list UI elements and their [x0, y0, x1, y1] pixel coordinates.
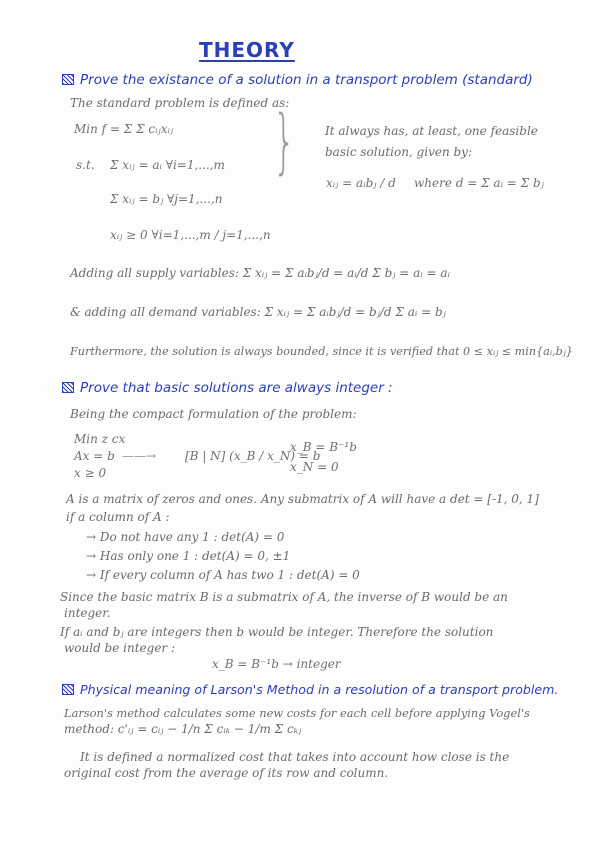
- heading-text: Prove that basic solutions are always integer :: [80, 380, 393, 396]
- case-1: → Do not have any 1 : det(A) = 0: [86, 530, 285, 544]
- supply-sum: Adding all supply variables: Σ xᵢⱼ = Σ aᵢbⱼ/d = aᵢ/d Σ bⱼ = aᵢ = aᵢ: [70, 266, 450, 280]
- larson-line-3: It is defined a normalized cost that takes into account how close is the: [80, 750, 510, 764]
- feasible-line-2: basic solution, given by:: [325, 145, 473, 159]
- compact-intro: Being the compact formulation of the problem:: [70, 407, 357, 421]
- block-form: [B | N] (x_B / x_N) = b: [185, 449, 321, 463]
- compact-nonneg: x ≥ 0: [74, 466, 107, 480]
- section-heading-integer: [62, 380, 393, 396]
- demand-sum: & adding all demand variables: Σ xᵢⱼ = Σ aᵢbⱼ/d = bⱼ/d Σ aᵢ = bⱼ: [70, 305, 446, 319]
- larson-line-1: Larson's method calculates some new costs for each cell before applying Vogel's: [64, 706, 530, 720]
- where-d: where d = Σ aᵢ = Σ bⱼ: [414, 176, 544, 190]
- case-2: → Has only one 1 : det(A) = 0, ±1: [86, 549, 291, 563]
- heading-text: Physical meaning of Larson's Method in a resolution of a transport problem.: [80, 682, 559, 697]
- compact-min: Min z cx: [74, 432, 126, 446]
- matrix-text: A is a matrix of zeros and ones. Any submatrix of A will have a det = [-1, 0, 1]: [66, 492, 539, 506]
- constraint-nonneg: xᵢⱼ ≥ 0 ∀i=1,...,m / j=1,...,n: [110, 228, 271, 242]
- st-label: s.t.: [76, 158, 95, 172]
- integer-result: x_B = B⁻¹b → integer: [212, 657, 341, 671]
- page-title: THEORY: [199, 38, 295, 62]
- column-text: if a column of A :: [66, 510, 170, 524]
- compact-ax: Ax = b: [74, 449, 115, 463]
- since-text: Since the basic matrix B is a submatrix of A, the inverse of B would be an: [60, 590, 508, 604]
- basic-vars: x_B = B⁻¹b: [290, 440, 357, 454]
- if-text: If aᵢ and bⱼ are integers then b would be integer. Therefore the solution: [60, 625, 494, 639]
- section-heading-existence: [62, 72, 533, 88]
- feasible-solution: xᵢⱼ = aᵢbⱼ / d: [326, 176, 396, 190]
- larson-formula: method: c'ᵢⱼ = cᵢⱼ − 1/n Σ cᵢₖ − 1/m Σ cₖⱼ: [64, 722, 302, 736]
- checkbox-icon: [62, 74, 74, 85]
- constraint-demand: Σ xᵢⱼ = bⱼ ∀j=1,...,n: [110, 192, 223, 206]
- nonbasic-vars: x_N = 0: [290, 460, 339, 474]
- feasible-line-1: It always has, at least, one feasible: [325, 124, 538, 138]
- constraint-supply: Σ xᵢⱼ = aᵢ ∀i=1,...,m: [110, 158, 225, 172]
- section-heading-larson: [62, 682, 558, 697]
- arrow-icon: ——→: [122, 449, 157, 463]
- brace-icon: }: [273, 100, 296, 182]
- case-3: → If every column of A has two 1 : det(A) = 0: [86, 568, 360, 582]
- intro-text: The standard problem is defined as:: [70, 96, 290, 110]
- objective: Min f = Σ Σ cᵢⱼxᵢⱼ: [74, 122, 174, 136]
- would-text: would be integer :: [64, 641, 176, 655]
- heading-text: Prove the existance of a solution in a transport problem (standard): [80, 72, 533, 88]
- integer-word: integer.: [64, 606, 111, 620]
- checkbox-icon: [62, 382, 74, 393]
- checkbox-icon: [62, 684, 74, 695]
- larson-line-4: original cost from the average of its row and column.: [64, 766, 389, 780]
- bounded-text: Furthermore, the solution is always bounded, since it is verified that 0 ≤ xᵢⱼ ≤ min{aᵢ,bⱼ}: [70, 345, 573, 358]
